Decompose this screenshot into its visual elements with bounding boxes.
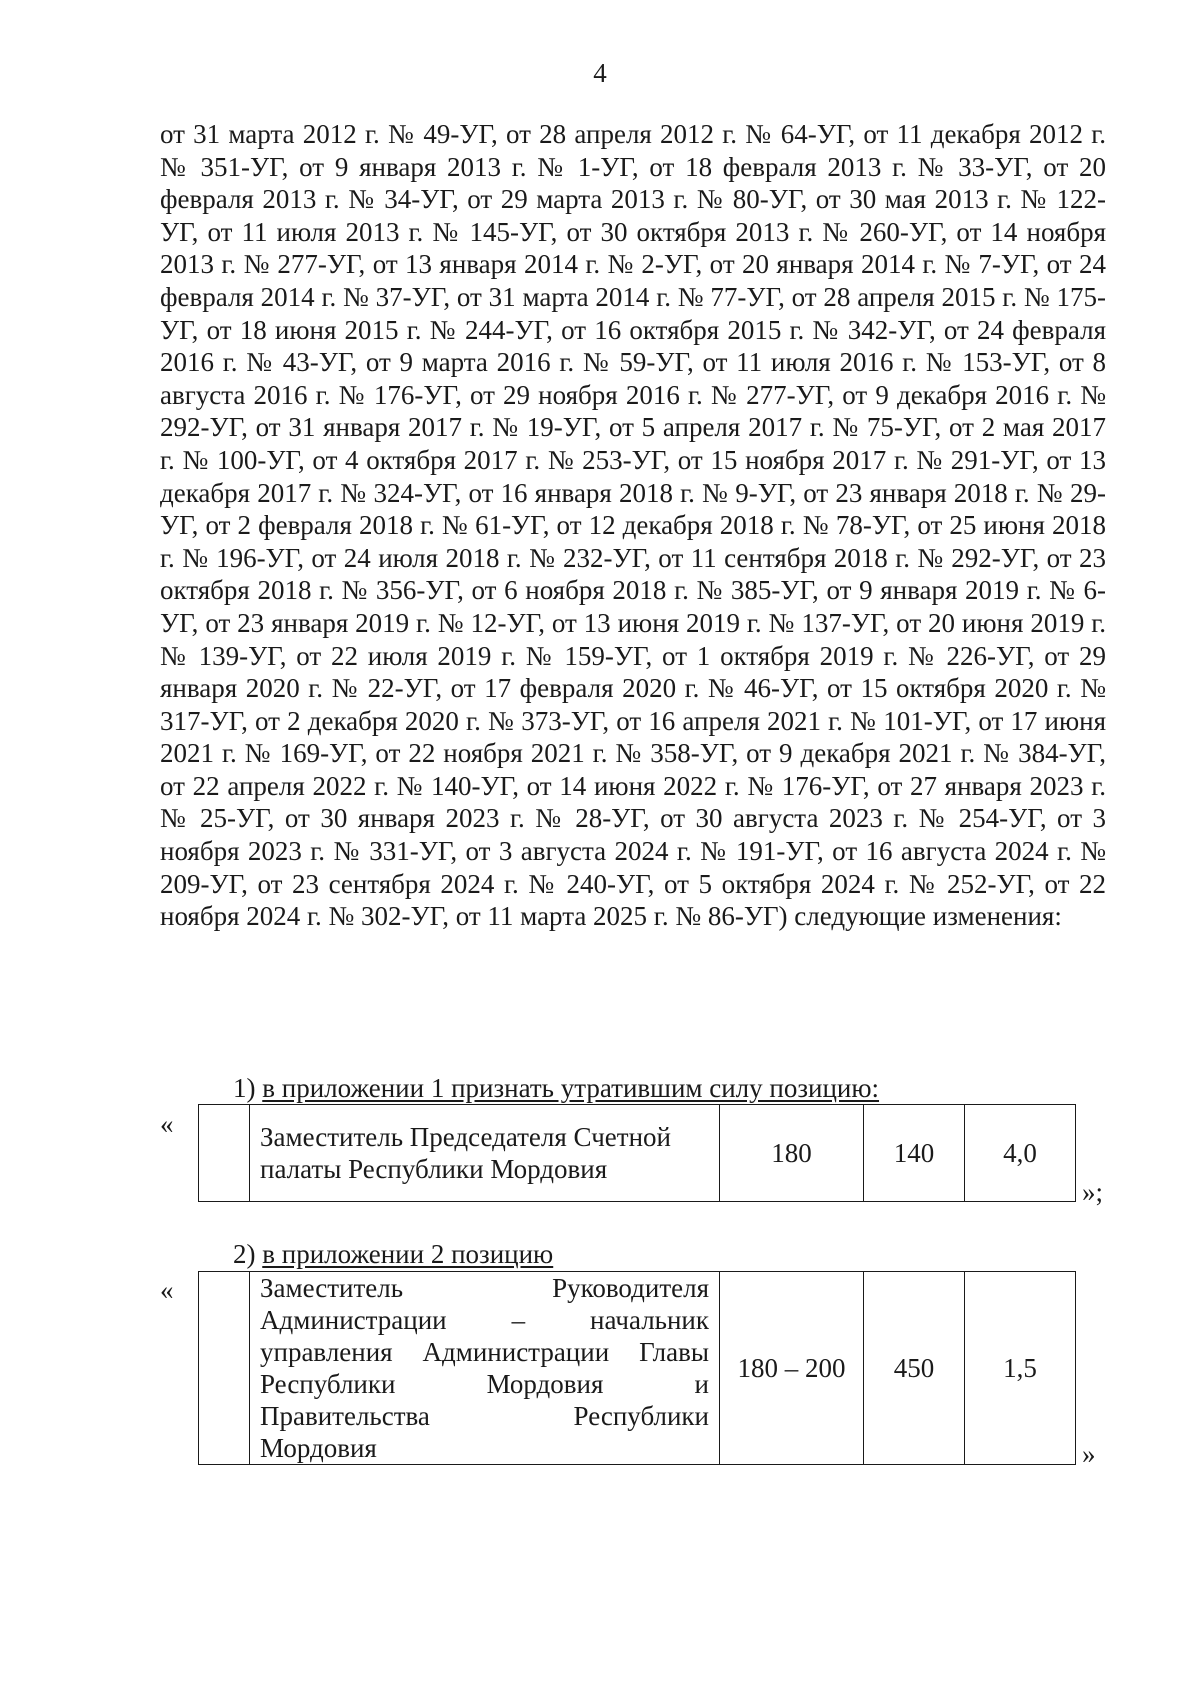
item-2-table — [198, 1271, 1076, 1465]
item-2-close-quote: » — [1082, 1439, 1096, 1469]
position-name-line: Республики Мордовия и — [260, 1369, 709, 1399]
table-cell-first — [199, 1272, 250, 1465]
table-cell-value-1: 180 – 200 — [720, 1272, 864, 1465]
item-2-heading — [233, 1238, 553, 1270]
item-1-open-quote: « — [160, 1109, 174, 1139]
position-name-line: Правительства Республики — [260, 1401, 709, 1431]
table-cell-position-name — [250, 1105, 720, 1202]
body-paragraph: от 31 марта 2012 г. № 49-УГ, от 28 апреля 2012 г. № 64-УГ, от 11 декабря 2012 г. № 351-УГ, от 9 января 2013 г. № 1-УГ, от 18 февраля 2013 г. № 33-УГ, от 20 февраля 2013 г. № 34-УГ, от 29 марта 2013 г. № 80-УГ, от 30 мая 2013 г. № 122-УГ, от 11 июля 2013 г. № 145-УГ, от 30 октября 2013 г. № 260-УГ, от 14 ноября 2013 г. № 277-УГ, от 13 января 2014 г. № 2-УГ, от 20 января 2014 г. № 7-УГ, от 24 февраля 2014 г. № 37-УГ, от 31 марта 2014 г. № 77-УГ, от 28 апреля 2015 г. № 175-УГ, от 18 июня 2015 г. № 244-УГ, от 16 октября 2015 г. № 342-УГ, от 24 февраля 2016 г. № 43-УГ, от 9 марта 2016 г. № 59-УГ, от 11 июля 2016 г. № 153-УГ, от 8 августа 2016 г. № 176-УГ, от 29 ноября 2016 г. № 277-УГ, от 9 декабря 2016 г. № 292-УГ, от 31 января 2017 г. № 19-УГ, от 5 апреля 2017 г. № 75-УГ, от 2 мая 2017 г. № 100-УГ, от 4 октября 2017 г. № 253-УГ, от 15 ноября 2017 г. № 291-УГ, от 13 декабря 2017 г. № 324-УГ, от 16 января 2018 г. № 9-УГ, от 23 января 2018 г. № 29-УГ, от 2 февраля 2018 г. № 61-УГ, от 12 декабря 2018 г. № 78-УГ, от 25 июня 2018 г. № 196-УГ, от 24 июля 2018 г. № 232-УГ, от 11 сентября 2018 г. № 292-УГ, от 23 октября 2018 г. № 356-УГ, от 6 ноября 2018 г. № 385-УГ, от 9 января 2019 г. № 6-УГ, от 23 января 2019 г. № 12-УГ, от 13 июня 2019 г. № 137-УГ, от 20 июня 2019 г. № 139-УГ, от 22 июля 2019 г. № 159-УГ, от 1 октября 2019 г. № 226-УГ, от 29 января 2020 г. № 22-УГ, от 17 февраля 2020 г. № 46-УГ, от 15 октября 2020 г. № 317-УГ, от 2 декабря 2020 г. № 373-УГ, от 16 апреля 2021 г. № 101-УГ, от 17 июня 2021 г. № 169-УГ, от 22 ноября 2021 г. № 358-УГ, от 9 декабря 2021 г. № 384-УГ, от 22 апреля 2022 г. № 140-УГ, от 14 июня 2022 г. № 176-УГ, от 27 января 2023 г. № 25-УГ, от 30 января 2023 г. № 28-УГ, от 30 августа 2023 г. № 254-УГ, от 3 ноября 2023 г. № 331-УГ, от 3 августа 2024 г. № 191-УГ, от 16 августа 2024 г. № 209-УГ, от 23 сентября 2024 г. № 240-УГ, от 5 октября 2024 г. № 252-УГ, от 22 ноября 2024 г. № 302-УГ, от 11 марта 2025 г. № 86-УГ) следующие изменения: — [160, 119, 1106, 932]
item-1-close-quote: »; — [1082, 1177, 1104, 1207]
table-row — [199, 1272, 1076, 1465]
position-name-line: Заместитель Руководителя — [260, 1273, 709, 1303]
position-name-line: палаты Республики Мордовия — [260, 1154, 608, 1184]
table-cell-value-3: 4,0 — [965, 1105, 1076, 1202]
item-1-heading-text: в приложении 1 признать утратившим силу позицию: — [262, 1073, 880, 1103]
table-cell-value-2: 450 — [864, 1272, 965, 1465]
position-name-line: Заместитель Председателя Счетной — [260, 1122, 671, 1152]
item-1-table — [198, 1104, 1076, 1202]
page-number: 4 — [593, 58, 607, 88]
item-2-heading-text: в приложении 2 позицию — [262, 1239, 554, 1269]
position-name-line: Администрации – начальник — [260, 1305, 709, 1335]
table-row — [199, 1105, 1076, 1202]
table-cell-value-2: 140 — [864, 1105, 965, 1202]
table-cell-position-name — [250, 1272, 720, 1465]
position-name-line: управления Администрации Главы — [260, 1337, 709, 1367]
item-1-number: 1) — [233, 1073, 256, 1103]
table-cell-first — [199, 1105, 250, 1202]
table-cell-value-3: 1,5 — [965, 1272, 1076, 1465]
item-2-number: 2) — [233, 1239, 256, 1269]
position-name-line: Мордовия — [260, 1433, 377, 1463]
item-1-heading — [233, 1072, 879, 1104]
table-cell-value-1: 180 — [720, 1105, 864, 1202]
item-2-open-quote: « — [160, 1275, 174, 1305]
